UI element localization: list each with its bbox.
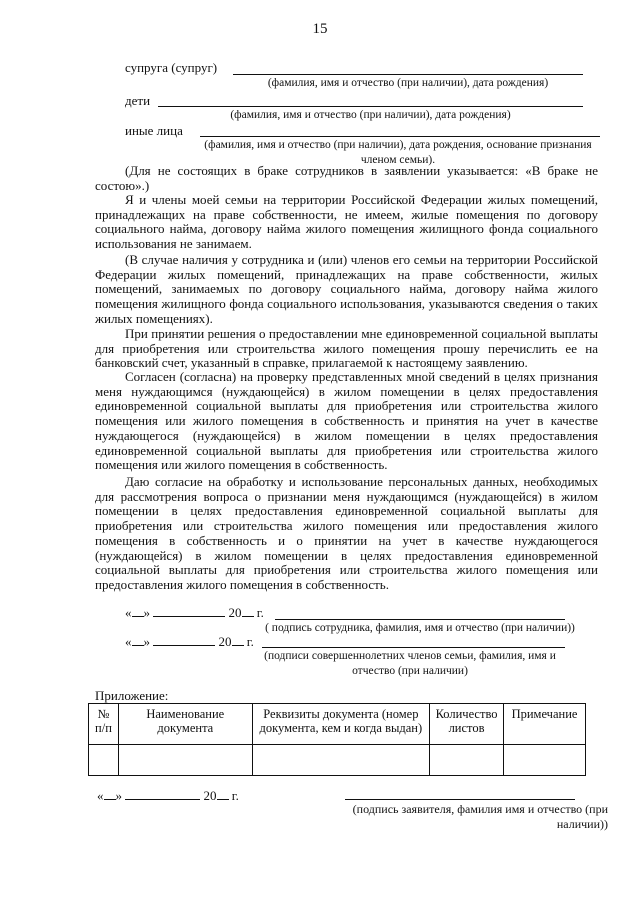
table-cell[interactable] (89, 745, 119, 776)
paragraph-marital-note: (Для не состоящих в браке сотрудников в заявлении указывается: «В браке не состою».) (95, 163, 598, 193)
applicant-signature-line[interactable] (345, 799, 575, 800)
employee-signature-caption: ( подпись сотрудника, фамилия, имя и отчество (при наличии)) (265, 622, 575, 634)
other-persons-field-line[interactable] (200, 136, 600, 137)
spouse-caption: (фамилия, имя и отчество (при наличии), дата рождения) (267, 77, 549, 89)
children-field-line[interactable] (158, 106, 583, 107)
table-row (89, 745, 586, 776)
family-signature-line[interactable] (262, 647, 565, 648)
table-cell[interactable] (252, 745, 429, 776)
attachment-label: Приложение: (95, 688, 169, 703)
column-header-number: № п/п (89, 704, 119, 745)
other-persons-caption: (фамилия, имя и отчество (при наличии), дата рождения, основание признания членом семьи). (204, 139, 592, 166)
employee-signature-line[interactable] (275, 619, 565, 620)
children-label: дети (125, 93, 151, 108)
spouse-field-line[interactable] (233, 74, 583, 75)
other-persons-label: иные лица (125, 123, 183, 138)
column-header-doc-details: Реквизиты документа (номер документа, кем и когда выдан) (252, 704, 429, 745)
column-header-note: Примечание (504, 704, 586, 745)
employee-date[interactable]: « » 20 г. (125, 605, 264, 620)
attachment-table (88, 703, 586, 776)
paragraph-bank-transfer: При принятии решения о предоставлении мне единовременной социальной выплаты для приобретения или строительства жилого помещения прошу перечислить ее на банковский счет, указанный в справке, прилагаемой к настоящему заявлению. (95, 326, 598, 371)
paragraph-verification-consent: Согласен (согласна) на проверку представленных мной сведений в целях признания меня нуждающимся (нуждающейся) в жилом помещении в целях предоставления единовременной социальной выплаты для приобретения или строительства жилого помещения или жилого помещения в собственность и принятия на учет в качестве нуждающегося (нуждающейся) в жилом помещении в целях предоставления единовременной социальной выплаты для приобретения или строительства жилого помещения или жилого помещения в собственность. (95, 369, 598, 473)
applicant-signature-caption: (подпись заявителя, фамилия имя и отчество (при наличии)) (352, 802, 608, 831)
table-header-row (89, 704, 586, 745)
paragraph-personal-data-consent: Даю согласие на обработку и использование персональных данных, необходимых для рассмотрения вопроса о признании меня нуждающимся (нуждающейся) в жилом помещении в целях предоставления единовременной социальной выплаты для приобретения или строительства жилого помещения или предоставления жилого помещения в собственность и о принятии на учет в качестве нуждающегося (нуждающейся) в жилом помещении в целях предоставления единовременной социальной выплаты для приобретения или строительства жилого помещения или предоставления жилого помещения в собственность. (95, 474, 598, 592)
page-number: 15 (312, 21, 328, 37)
table-cell[interactable] (118, 745, 252, 776)
family-date[interactable]: « » 20 г. (125, 634, 254, 649)
applicant-date[interactable]: « » 20 г. (97, 788, 239, 803)
paragraph-no-housing: Я и члены моей семьи на территории Российской Федерации жилых помещений, принадлежащих на праве собственности, не имеем, жилые помещения по договору социального найма, договору найма жилого помещения жилищного фонда социального использования не занимаем. (95, 192, 598, 252)
paragraph-housing-info: (В случае наличия у сотрудника и (или) членов его семьи на территории Российской Федерации жилых помещений, принадлежащих на праве собственности, жилых помещений, занимаемых по договору социального найма, договору найма жилого помещения жилищного фонда социального использования, указываются сведения о таких жилых помещениях). (95, 252, 598, 326)
table-cell[interactable] (504, 745, 586, 776)
children-caption: (фамилия, имя и отчество (при наличии), дата рождения) (230, 109, 511, 121)
table-cell[interactable] (430, 745, 504, 776)
column-header-doc-name: Наименование документа (118, 704, 252, 745)
column-header-sheet-count: Количество листов (430, 704, 504, 745)
spouse-label: супруга (супруг) (125, 60, 218, 75)
family-signature-caption: (подписи совершеннолетних членов семьи, фамилия, имя и отчество (при наличии) (264, 650, 556, 677)
